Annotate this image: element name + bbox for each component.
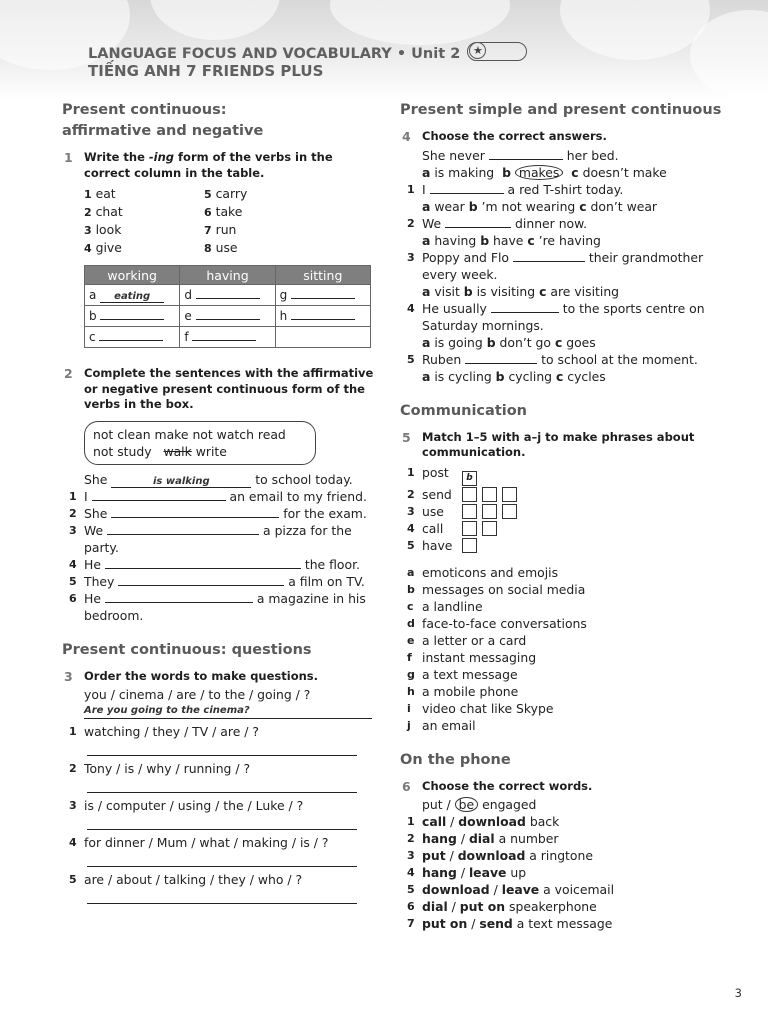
answer-box[interactable] xyxy=(462,538,477,553)
option[interactable]: visit xyxy=(430,283,464,299)
option[interactable]: having xyxy=(430,232,481,248)
answer-blank[interactable] xyxy=(105,591,253,603)
choice-item: 4 He usually to the sports centre on xyxy=(407,300,705,316)
word-choice-item: 6 dial / put on speakerphone xyxy=(407,899,597,914)
option-a[interactable]: dial xyxy=(422,899,448,914)
options: a is cycling b cycling c cycles xyxy=(422,368,606,384)
word-choice-item: 7 put on / send a text message xyxy=(407,916,613,931)
answer-blank[interactable] xyxy=(291,308,355,320)
answer-blank[interactable] xyxy=(118,574,284,586)
option[interactable]: is going xyxy=(430,334,487,350)
exercise-6-example: put / be engaged xyxy=(422,797,537,812)
table-cell: b xyxy=(85,306,180,327)
section-title-questions: Present continuous: questions xyxy=(62,641,312,658)
option[interactable]: is cycling xyxy=(430,368,496,384)
match-phrase: f instant messaging xyxy=(407,649,537,665)
match-verb: 4 call xyxy=(407,520,730,537)
exercise-5-instruction: 5 Match 1–5 with a–j to make phrases about communication. xyxy=(402,429,695,459)
match-phrase: a emoticons and emojis xyxy=(407,564,559,580)
sentence-item: 6 He a magazine in his xyxy=(69,590,366,606)
option-a[interactable]: download xyxy=(422,882,490,897)
answer-blank[interactable] xyxy=(196,308,260,320)
answer-box[interactable] xyxy=(502,487,517,502)
option-a[interactable]: hang xyxy=(422,865,457,880)
choice-item: 1 I a red T-shirt today. xyxy=(407,181,624,197)
sentence-item: 5 They a film on TV. xyxy=(69,573,365,589)
table-row xyxy=(85,306,371,327)
ing-table xyxy=(84,265,371,348)
page-number: 3 xyxy=(734,986,742,1000)
option[interactable]: wear xyxy=(430,198,469,214)
answer-blank[interactable] xyxy=(513,250,585,262)
exercise-2-instruction: 2 Complete the sentences with the affirmative or negative present continuous form of the verbs in the box. xyxy=(64,366,374,411)
answer-blank[interactable] xyxy=(105,557,301,569)
option-a[interactable]: hang xyxy=(422,831,457,846)
match-phrase: j an email xyxy=(407,717,476,733)
circled-answer: be xyxy=(455,797,479,812)
verb-item: 5 carry xyxy=(204,186,248,201)
sentence-continuation: bedroom. xyxy=(84,607,144,623)
word-choice-item: 2 hang / dial a number xyxy=(407,831,559,846)
answer-blank[interactable] xyxy=(192,329,256,341)
table-cell: e xyxy=(180,306,275,327)
answer-line[interactable] xyxy=(87,740,357,756)
option-b[interactable]: leave xyxy=(468,865,507,880)
exercise-1-instruction: 1 Write the -ing form of the verbs in the correct column in the table. xyxy=(64,150,333,180)
question-item: 4 for dinner / Mum / what / making / is / ? xyxy=(69,835,329,850)
option-b[interactable]: dial xyxy=(468,831,495,846)
level-badge xyxy=(467,42,527,61)
option-b[interactable]: download xyxy=(457,848,526,863)
answer-blank[interactable] xyxy=(99,329,163,341)
word-choice-item: 3 put / download a ringtone xyxy=(407,848,593,863)
match-verb: 5 have xyxy=(407,537,730,554)
verb-item: 3 look xyxy=(84,222,122,237)
word-choice-item: 4 hang / leave up xyxy=(407,865,527,880)
verb-item: 1 eat xyxy=(84,186,116,201)
word-choice-item: 1 call / download back xyxy=(407,814,560,829)
match-phrase: g a text message xyxy=(407,666,518,682)
answer-box[interactable] xyxy=(462,521,477,536)
sentence-item: 3 We a pizza for the party. xyxy=(69,522,352,555)
match-phrase: d face-to-face conversations xyxy=(407,615,587,631)
exercise-1-verb-list xyxy=(84,185,376,257)
table-header: working xyxy=(85,266,180,285)
table-cell: a eating xyxy=(85,285,180,306)
answer-line[interactable] xyxy=(87,777,357,793)
section-title-communication: Communication xyxy=(400,402,528,419)
verb-item: 6 take xyxy=(204,204,243,219)
question-item: 3 is / computer / using / the / Luke / ? xyxy=(69,798,304,813)
match-phrase: e a letter or a card xyxy=(407,632,527,648)
word-choice-item: 5 download / leave a voicemail xyxy=(407,882,615,897)
sentence-item: 4 He the floor. xyxy=(69,556,360,572)
option[interactable]: is visiting xyxy=(472,283,540,299)
exercise-3-example-answer: Are you going to the cinema? xyxy=(84,703,372,719)
table-cell xyxy=(275,327,370,348)
question-item: 5 are / about / talking / they / who / ? xyxy=(69,872,303,887)
match-verb: 1 post b xyxy=(407,464,730,486)
answer-line[interactable] xyxy=(87,851,357,867)
options: a wear b ’m not wearing c don’t wear xyxy=(422,198,658,214)
example-answer: is walking xyxy=(111,476,251,488)
section-title-on-the-phone: On the phone xyxy=(400,751,511,768)
table-header: sitting xyxy=(275,266,370,285)
answer-box[interactable] xyxy=(482,521,497,536)
option[interactable]: are visiting xyxy=(546,283,620,299)
option-a[interactable]: put xyxy=(422,848,446,863)
option[interactable]: have xyxy=(489,232,528,248)
table-cell: d xyxy=(180,285,275,306)
table-cell: c xyxy=(85,327,180,348)
exercise-4-example-options: a is making b makes c doesn’t make xyxy=(422,164,667,180)
circled-answer: makes xyxy=(515,165,563,180)
option[interactable]: cycling xyxy=(504,368,556,384)
verb-item: 7 run xyxy=(204,222,237,237)
section-title-simple-continuous: Present simple and present continuous xyxy=(400,102,722,118)
section-title-present-continuous: Present continuous: affirmative and negative xyxy=(62,102,264,139)
header-line1: LANGUAGE FOCUS AND VOCABULARY • Unit 2 xyxy=(88,46,461,62)
question-item: 1 watching / they / TV / are / ? xyxy=(69,724,259,739)
answer-blank[interactable] xyxy=(92,489,226,501)
table-header: having xyxy=(180,266,275,285)
match-phrase: h a mobile phone xyxy=(407,683,519,699)
answer-blank[interactable]: eating xyxy=(100,291,164,303)
answer-blank[interactable] xyxy=(430,182,504,194)
table-row xyxy=(85,285,371,306)
verb-item: 4 give xyxy=(84,240,122,255)
question-item: 2 Tony / is / why / running / ? xyxy=(69,761,251,776)
answer-box[interactable] xyxy=(482,504,497,519)
answer-blank[interactable] xyxy=(445,216,511,228)
options: a having b have c ’re having xyxy=(422,232,601,248)
star-icon: ★ xyxy=(469,42,486,59)
option[interactable]: don’t go xyxy=(495,334,555,350)
struck-word: walk xyxy=(163,443,192,459)
table-cell: h xyxy=(275,306,370,327)
right-column: Present simple and present continuous 4 Choose the correct answers. She never her bed. a is making b makes c doesn’t make 1 I a red T-shirt today. a wear b ’m not wearing c don’t wear 2 We dinner now. a having b have c ’re having 3 Poppy and Flo their grandmother every week. a visit b is visiting c are visiting 4 He usually to the sports centre on Saturday mornings. a is going b don’t go c goes 5 Ruben to school at the moment. a is cycling b cycling c cycles Communication 5 Match 1–5 with a–j to make phrases about communication. 1 post b 2 send 3 use 4 call 5 have a emoticons and emojis b messages on social media c a landline d face-to-face conversations e a letter or a card f instant messaging g a text message h a mobile phone i video chat like Skype j an email On the phone 6 Choose the correct words. put / be engaged 1 call / download back 2 hang / dial a number 3 put / download a ringtone 4 hang / leave up 5 download / leave a voicemail 6 dial / put on speakerphone 7 put on / send a text message xyxy=(400,100,730,932)
exercise-2-example: She is walking to school today. xyxy=(84,471,353,487)
answer-box[interactable] xyxy=(462,504,477,519)
answer-box[interactable] xyxy=(482,487,497,502)
left-column xyxy=(62,100,376,904)
option[interactable]: ’re having xyxy=(534,232,601,248)
answer-blank[interactable] xyxy=(111,506,279,518)
answer-blank[interactable] xyxy=(465,352,537,364)
verb-item: 2 chat xyxy=(84,204,123,219)
match-phrase: b messages on social media xyxy=(407,581,586,597)
answer-blank[interactable] xyxy=(196,287,260,299)
choice-item: 5 Ruben to school at the moment. xyxy=(407,351,698,367)
sentence-item: 2 She for the exam. xyxy=(69,505,367,521)
options: a visit b is visiting c are visiting xyxy=(422,283,620,299)
choice-item: 3 Poppy and Flo their grandmother xyxy=(407,249,704,265)
answer-box[interactable]: b xyxy=(462,471,477,486)
word-box: not clean make not watch read not study walk write xyxy=(84,421,316,465)
answer-blank[interactable] xyxy=(107,523,259,535)
answer-box[interactable] xyxy=(462,487,477,502)
choice-item: 2 We dinner now. xyxy=(407,215,588,231)
exercise-4-instruction: 4 Choose the correct answers. xyxy=(402,129,607,144)
answer-blank[interactable] xyxy=(491,301,559,313)
table-cell: f xyxy=(180,327,275,348)
options: a is going b don’t go c goes xyxy=(422,334,596,350)
answer-line[interactable] xyxy=(87,888,357,904)
sentence-item: 1 I an email to my friend. xyxy=(69,488,367,504)
match-phrase: i video chat like Skype xyxy=(407,700,554,716)
option-b[interactable]: put on xyxy=(459,899,506,914)
option-a[interactable]: put on xyxy=(422,916,468,931)
option[interactable]: ’m not wearing xyxy=(477,198,580,214)
option-b[interactable]: send xyxy=(479,916,513,931)
match-verb: 3 use xyxy=(407,503,730,520)
option-a[interactable]: call xyxy=(422,814,447,829)
exercise-6-instruction: 6 Choose the correct words. xyxy=(402,778,593,794)
table-cell: g xyxy=(275,285,370,306)
answer-blank[interactable] xyxy=(291,287,355,299)
match-verb: 2 send xyxy=(407,486,730,503)
answer-line[interactable] xyxy=(87,814,357,830)
table-row xyxy=(85,327,371,348)
answer-blank[interactable] xyxy=(100,308,164,320)
header-line2: TIẾNG ANH 7 FRIENDS PLUS xyxy=(88,62,324,80)
exercise-3-example-prompt: you / cinema / are / to the / going / ? xyxy=(84,687,311,702)
exercise-4-example: She never her bed. xyxy=(422,147,619,163)
verb-item: 8 use xyxy=(204,240,238,255)
answer-box[interactable] xyxy=(502,504,517,519)
option-b[interactable]: leave xyxy=(501,882,540,897)
option[interactable]: cycles xyxy=(563,368,606,384)
header-title xyxy=(88,42,527,80)
match-phrase: c a landline xyxy=(407,598,483,614)
option-b[interactable]: download xyxy=(458,814,526,829)
option[interactable]: goes xyxy=(562,334,596,350)
option[interactable]: don’t wear xyxy=(586,198,658,214)
exercise-3-instruction: 3 Order the words to make questions. xyxy=(64,668,319,684)
